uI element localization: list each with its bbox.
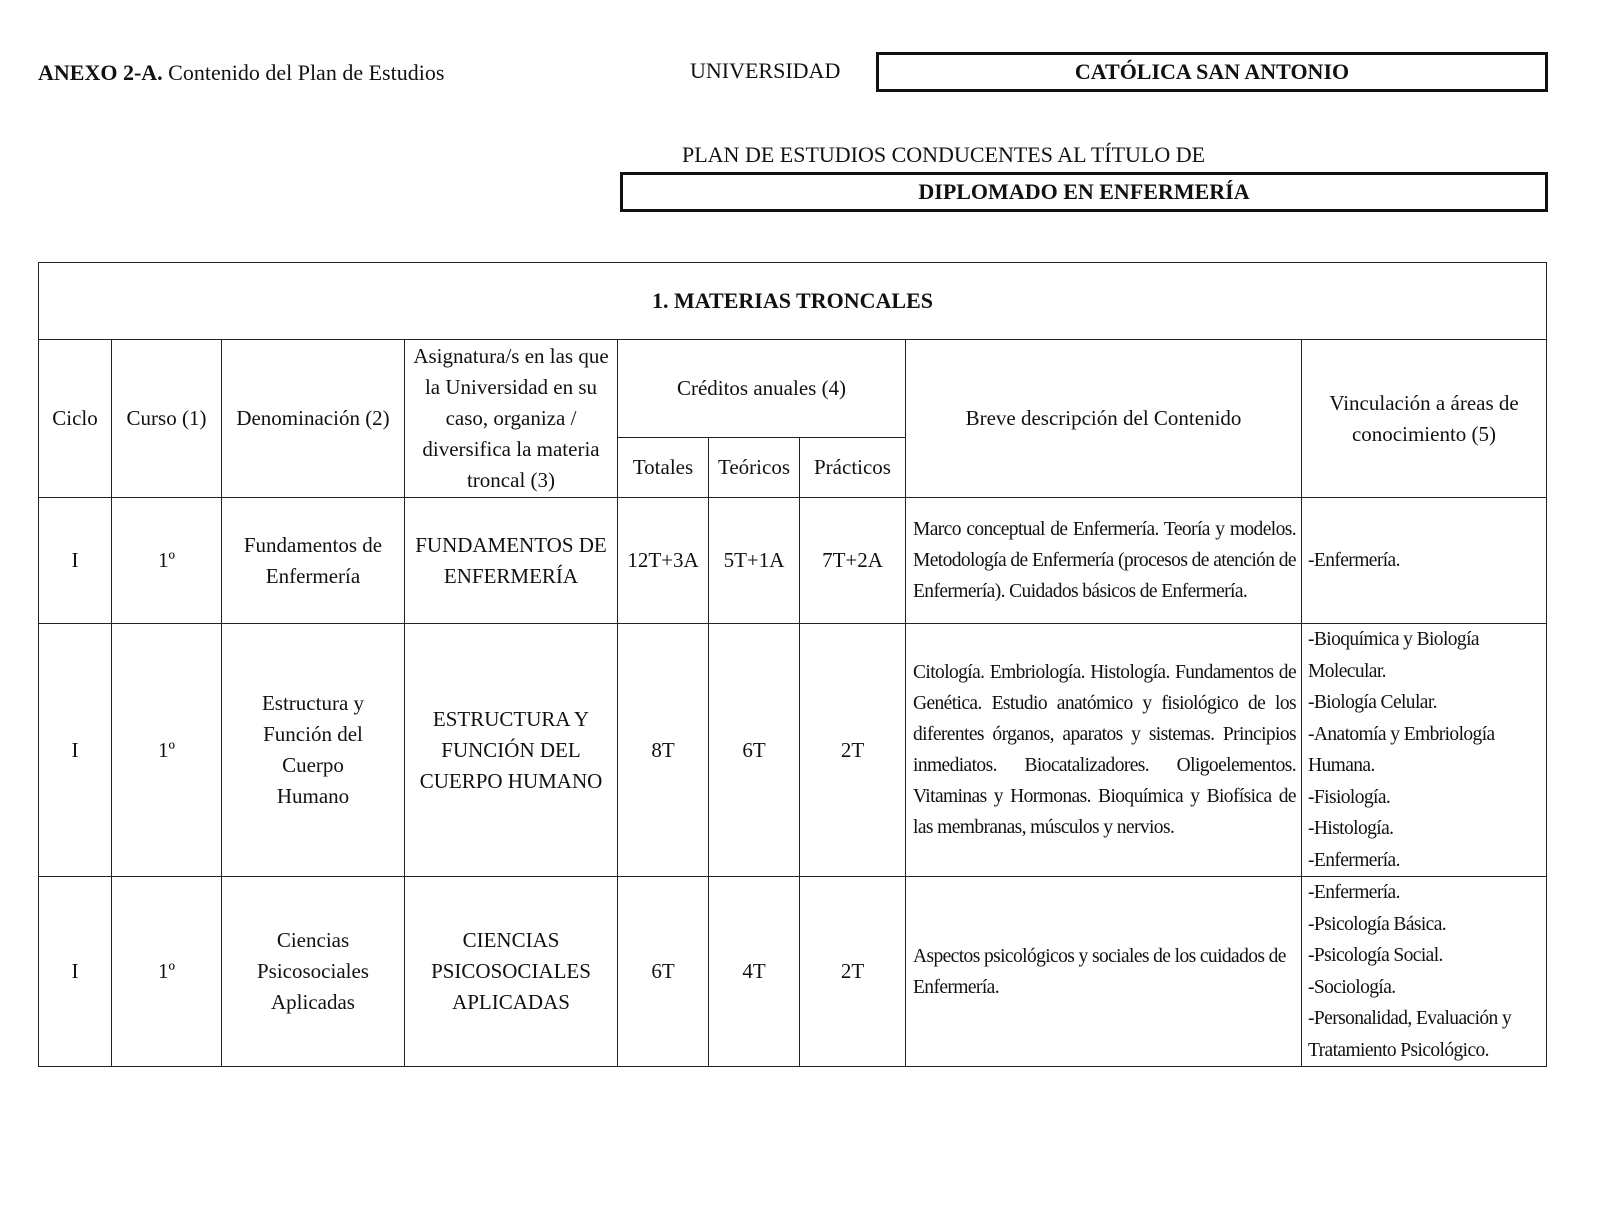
cell-totales: 12T+3A <box>618 498 709 624</box>
table-row <box>39 624 1547 877</box>
cell-teoricos: 4T <box>709 877 800 1067</box>
area-item: -Sociología. <box>1308 976 1396 998</box>
area-item: -Enfermería. <box>1308 849 1400 871</box>
area-item: -Psicología Básica. <box>1308 913 1447 935</box>
col-creditos: Créditos anuales (4) <box>618 340 906 438</box>
degree-title-box <box>620 172 1548 212</box>
plan-label: PLAN DE ESTUDIOS CONDUCENTES AL TÍTULO DE <box>682 142 1206 167</box>
cell-curso: 1º <box>112 624 222 877</box>
cell-asignatura: CIENCIAS PSICOSOCIALES APLICADAS <box>405 877 618 1067</box>
cell-descripcion: Citología. Embriología. Histología. Fundamentos de Genética. Estudio anatómico y fisiológico de los diferentes órganos, aparatos y sistemas. Principios inmediatos. Biocatalizadores. Oligoelementos. Vitaminas y Hormonas. Bioquímica y Biofísica de las membranas, músculos y nervios. <box>906 624 1302 877</box>
area-item: -Enfermería. <box>1308 882 1400 903</box>
area-item: -Fisiología. <box>1308 786 1391 808</box>
col-curso: Curso (1) <box>112 340 222 498</box>
cell-ciclo: I <box>39 877 112 1067</box>
cell-practicos: 2T <box>800 877 906 1067</box>
cell-ciclo: I <box>39 498 112 624</box>
annex-heading <box>38 60 444 86</box>
university-name-box <box>876 52 1548 92</box>
annex-label: ANEXO 2-A. <box>38 60 163 85</box>
degree-title: DIPLOMADO EN ENFERMERÍA <box>918 179 1250 204</box>
cell-totales: 8T <box>618 624 709 877</box>
cell-areas <box>1302 624 1547 877</box>
col-totales: Totales <box>618 438 709 498</box>
cell-teoricos: 5T+1A <box>709 498 800 624</box>
subjects-table <box>38 262 1547 1067</box>
cell-ciclo: I <box>39 624 112 877</box>
area-item: -Enfermería. <box>1308 549 1400 571</box>
col-denominacion: Denominación (2) <box>222 340 405 498</box>
area-item: -Personalidad, Evaluación y Tratamiento Psicológico. <box>1308 1008 1512 1061</box>
cell-areas <box>1302 498 1547 624</box>
cell-curso: 1º <box>112 498 222 624</box>
area-item: -Bioquímica y Biología Molecular. <box>1308 629 1479 682</box>
area-item: -Biología Celular. <box>1308 692 1437 713</box>
cell-asignatura: FUNDAMENTOS DE ENFERMERÍA <box>405 498 618 624</box>
cell-descripcion: Marco conceptual de Enfermería. Teoría y modelos. Metodología de Enfermería (procesos de atención de Enfermería). Cuidados básicos de Enfermería. <box>906 498 1302 624</box>
col-practicos: Prácticos <box>800 438 906 498</box>
cell-practicos: 7T+2A <box>800 498 906 624</box>
area-item: -Histología. <box>1308 818 1394 839</box>
cell-curso: 1º <box>112 877 222 1067</box>
col-asignaturas: Asignatura/s en las que la Universidad en su caso, organiza / diversifica la materia troncal (3) <box>405 340 618 498</box>
cell-practicos: 2T <box>800 624 906 877</box>
cell-totales: 6T <box>618 877 709 1067</box>
table-row <box>39 498 1547 624</box>
cell-teoricos: 6T <box>709 624 800 877</box>
cell-denominacion: Estructura y Función del Cuerpo Humano <box>222 624 405 877</box>
annex-text: Contenido del Plan de Estudios <box>168 60 445 85</box>
col-vinculacion: Vinculación a áreas de conocimiento (5) <box>1302 340 1547 498</box>
section-title-row <box>39 263 1547 340</box>
table-row <box>39 877 1547 1067</box>
university-name: CATÓLICA SAN ANTONIO <box>1074 59 1350 84</box>
cell-denominacion: Fundamentos de Enfermería <box>222 498 405 624</box>
cell-asignatura: ESTRUCTURA Y FUNCIÓN DEL CUERPO HUMANO <box>405 624 618 877</box>
cell-descripcion: Aspectos psicológicos y sociales de los cuidados de Enfermería. <box>906 877 1302 1067</box>
col-teoricos: Teóricos <box>709 438 800 498</box>
area-item: -Anatomía y Embriología Humana. <box>1308 723 1495 776</box>
cell-denominacion: Ciencias Psicosociales Aplicadas <box>222 877 405 1067</box>
area-item: -Psicología Social. <box>1308 945 1443 966</box>
university-label: UNIVERSIDAD <box>690 58 841 83</box>
col-descripcion: Breve descripción del Contenido <box>906 340 1302 498</box>
section-title: 1. MATERIAS TRONCALES <box>39 263 1547 340</box>
header-row <box>39 340 1547 438</box>
cell-areas <box>1302 877 1547 1067</box>
col-ciclo: Ciclo <box>39 340 112 498</box>
